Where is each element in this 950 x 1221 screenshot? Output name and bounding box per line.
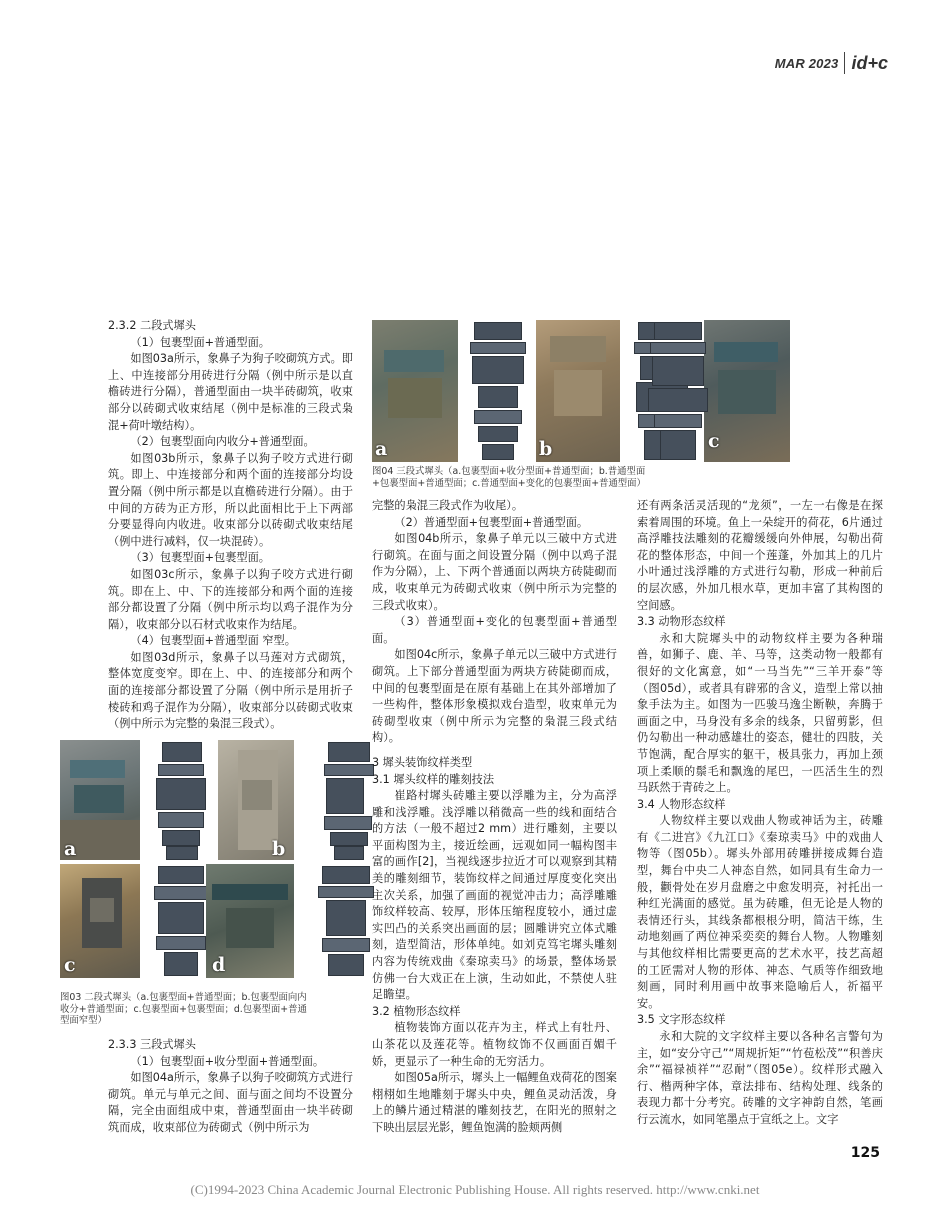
paragraph: （1）包裹型面+收分型面+普通型面。	[130, 1054, 325, 1068]
subsection-heading: 3.2 植物形态纹样	[372, 1004, 461, 1018]
figure-03a-diagram	[144, 742, 214, 860]
figure-label-c: c	[708, 430, 720, 452]
figure-03a-photo	[60, 740, 140, 860]
paragraph: 如图05a所示，墀头上一幅鲤鱼戏荷花的图案栩栩如生地雕刻于墀头中央，鲤鱼灵动活泼，身上的鳞片通过精湛的雕刻技艺，在阳光的照射之下映出层层光影，鲤鱼饱满的脸颊两侧	[372, 1071, 617, 1134]
figure-03	[60, 740, 382, 990]
figure-label-c: c	[64, 954, 76, 976]
paragraph: 永和大院的文字纹样主要以各种名言警句为主，如“安分守己”“周规折矩”“竹苞松茂”“积善庆余”“福禄祯祥”“忍耐”（图05e）。纹样形式融入行、楷两种字体，章法排布、结构处理、线条的表现力都十分考究。砖雕的文字神韵自然，笔画行云流水，如同笔墨点于宣纸之上。文字	[637, 1030, 883, 1126]
figure-04a-photo	[372, 320, 458, 462]
paragraph: 如图03a所示，象鼻子为狗子咬砌筑方式。即上、中连接部分用砖进行分隔（例中所示是以直檐砖进行分隔），普通型面由一块半砖砌筑，收束部分以砖砌式收束结尾（例中是标准的三段式枭混+荷叶墩结构）。	[108, 352, 353, 432]
paragraph: 植物装饰方面以花卉为主，样式上有牡丹、山茶花以及莲花等。植物纹饰不仅画面百媚千娇，更显示了一种生命的无穷活力。	[372, 1021, 617, 1068]
figure-label-a: a	[375, 438, 388, 460]
figure-04c-diagram	[638, 322, 714, 462]
section-heading: 2.3.3 三段式墀头	[108, 1038, 196, 1051]
paragraph: （3）包裹型面+包裹型面。	[130, 551, 270, 565]
text-column-1	[108, 318, 353, 733]
header-divider	[844, 52, 845, 74]
paragraph: （3）普通型面+变化的包裹型面+普通型面。	[372, 615, 617, 645]
page-number: 125	[850, 1145, 880, 1161]
figure-04	[372, 320, 790, 462]
paragraph: 如图04a所示，象鼻子以狗子咬砌筑方式进行砌筑。单元与单元之间、面与面之间均不设置分隔，完全由面组成中束，普通型面由一块半砖砌筑而成，收束部位为砖砌式（例中所示为	[108, 1071, 353, 1134]
figure-03-caption: 图03 二段式墀头（a.包裹型面+普通型面；b.包裹型面向内收分+普通型面；c.包裹型面+包裹型面；d.包裹型面+普通型面窄型）	[60, 992, 307, 1027]
paragraph: （2）普通型面+包裹型面+普通型面。	[394, 515, 589, 529]
figure-04a-diagram	[460, 322, 532, 462]
journal-logo: id+c	[851, 52, 888, 73]
subsection-heading: 3.4 人物形态纹样	[637, 797, 726, 811]
text-column-2	[372, 498, 617, 1137]
paragraph: 如图04c所示，象鼻子单元以三破中方式进行砌筑。上下部分普通型面为两块方砖陡砌而成，中间的包裹型面是在原有基础上在其外部增加了一些构件，整体形象模拟戏台造型，收束单元为砖砌型收束（例中所示为完整的枭混三段式结构）。	[372, 648, 617, 745]
paragraph: （1）包裹型面+普通型面。	[130, 335, 270, 349]
paragraph: 如图03c所示，象鼻子以狗子咬方式进行砌筑。即在上、中、下的连接部分和两个面的连接部分都设置了分隔（例中所示均以鸡子混作为分隔），收束部分以石材式收束作为结尾。	[108, 567, 353, 631]
copyright-footer: (C)1994-2023 China Academic Journal Electronic Publishing House. All rights reserved. http://www.cnki.net	[190, 1182, 760, 1197]
paragraph: 永和大院墀头中的动物纹样主要为各种瑞兽，如狮子、鹿、羊、马等，这类动物一般都有很好的文化寓意，如“一马当先”“三羊开泰”等（图05d），或者具有辟邪的含义，造型上常以抽象手法为主。如图为一匹骏马逸尘断鞅，奔腾于画面之中，马身没有多余的线条，只留剪影，但仍勾勒出一种动感雄壮的姿态，健壮的四肢，关节饱满，配合厚实的躯干，极具张力，再加上颈项上柔顺的鬃毛和飘逸的尾巴，一匹活生生的烈马跃然于青砖之上。	[637, 631, 883, 795]
section-heading: 2.3.2 二段式墀头	[108, 319, 196, 332]
paragraph: 人物纹样主要以戏曲人物或神话为主，砖雕有《二进宫》《九江口》《秦琼卖马》中的戏曲人物等（图05b）。墀头外部用砖雕拼接成舞台造型，舞台中央二人神态自然，如同具有生命力一般，颧骨处在岁月盘磨之中愈发明亮，衬托出一种红光满面的感觉。虽为砖雕，但无论是人物的表情还行头，其线条都根根分明，简洁干练，生动地刻画了两位神采奕奕的舞台人物。人物雕刻与其他纹样相比需要更高的艺术水平，技艺高超的工匠需对人物的形体、神态、气质等作细致地刻画，同时利用画中故事来隐喻后人，祈福平安。	[637, 814, 883, 1010]
paragraph: 如图03d所示，象鼻子以马莲对方式砌筑，整体宽度变窄。即在上、中、的连接部分和两个面的连接部分都设置了分隔（例中所示是用折子棱砖和鸡子混作为分隔），收束部分以砖砌式收束（例中所示为完整的枭混三段式）。	[108, 650, 353, 731]
figure-label-a: a	[64, 838, 77, 860]
subsection-heading: 3.5 文字形态纹样	[637, 1013, 726, 1027]
figure-03b-photo	[218, 740, 294, 860]
figure-03d-photo	[206, 864, 294, 978]
figure-03b-diagram	[298, 742, 382, 860]
subsection-heading: 3.1 墀头纹样的雕刻技法	[372, 772, 495, 786]
paragraph: 还有两条活灵活现的“龙须”，一左一右像是在探索着周围的环境。鱼上一朵绽开的荷花，6片通过高浮雕技法雕刻的花瓣缓缓向外伸展，勾勒出荷花的整体形态，中间一个莲蓬，外加其上的几片小叶通过浅浮雕的方式进行勾勒，形成一种前后的层次感，外加几根水草，更加丰富了其构图的空间感。	[637, 499, 883, 612]
paragraph: 完整的枭混三段式作为收尾）。	[372, 499, 524, 512]
section-heading: 3 墀头装饰纹样类型	[372, 755, 473, 769]
figure-04c-photo	[704, 320, 790, 462]
paragraph: （4）包裹型面+普通型面 窄型。	[130, 634, 296, 648]
paragraph: 如图04b所示，象鼻子单元以三破中方式进行砌筑。在面与面之间设置分隔（例中以鸡子混作为分隔），上、下两个普通面以两块方砖陡砌而成，收束单元为砖砌式收束（例中所示为完整的三段式收束）。	[372, 532, 617, 612]
figure-03c-diagram	[144, 866, 214, 978]
figure-03c-photo	[60, 864, 140, 978]
figure-03d-diagram	[298, 866, 382, 978]
figure-label-b: b	[272, 838, 286, 860]
text-column-3	[637, 498, 883, 1129]
figure-label-d: d	[212, 954, 226, 976]
figure-04b-photo	[536, 320, 620, 462]
text-column-1-lower	[108, 1037, 353, 1137]
issue-date: MAR 2023	[774, 55, 839, 71]
figure-04-caption: 图04 三段式墀头（a.包裹型面+收分型面+普通型面；b.普通型面+包裹型面+普通型面；c.普通型面+变化的包裹型面+普通型面）	[372, 466, 646, 489]
paragraph: 如图03b所示，象鼻子以狗子咬方式进行砌筑。即上、中连接部分和两个面的连接部分均设置分隔（例中所示都是以直檐砖进行分隔）。由于中间的方砖为正方形，所以此面相比于上下两部分要显得向内收进。收束部分以砖砌式收束结尾（例中进行减料，仅一块混砖）。	[108, 451, 353, 548]
figure-label-b: b	[539, 438, 553, 460]
paragraph: 崔路村墀头砖雕主要以浮雕为主，分为高浮雕和浅浮雕。浅浮雕以稍微高一些的线和面结合的方法（一般不超过2 mm）进行雕刻，主要以平面构图为主，接近绘画，远观如同一幅构图丰富的画作[2]，当视线逐步拉近才可以观察到其精美的雕刻细节，装饰纹样之间通过厚度变化突出主次关系，加强了画面的视觉冲击力；高浮雕雕饰纹样较高、较厚，形体压缩程度较小，通过虚实凹凸的关系突出画面的层；圆雕讲究立体式雕刻，造型简洁，形体单纯。如刘克笃宅墀头雕刻内容为传统戏曲《秦琼卖马》的场景，整体场景仿佛一台大戏正在上演，生动如此，不禁使人驻足瞻望。	[372, 789, 617, 1002]
journal-header	[775, 52, 888, 74]
paragraph: （2）包裹型面向内收分+普通型面。	[130, 435, 315, 449]
subsection-heading: 3.3 动物形态纹样	[637, 615, 726, 629]
